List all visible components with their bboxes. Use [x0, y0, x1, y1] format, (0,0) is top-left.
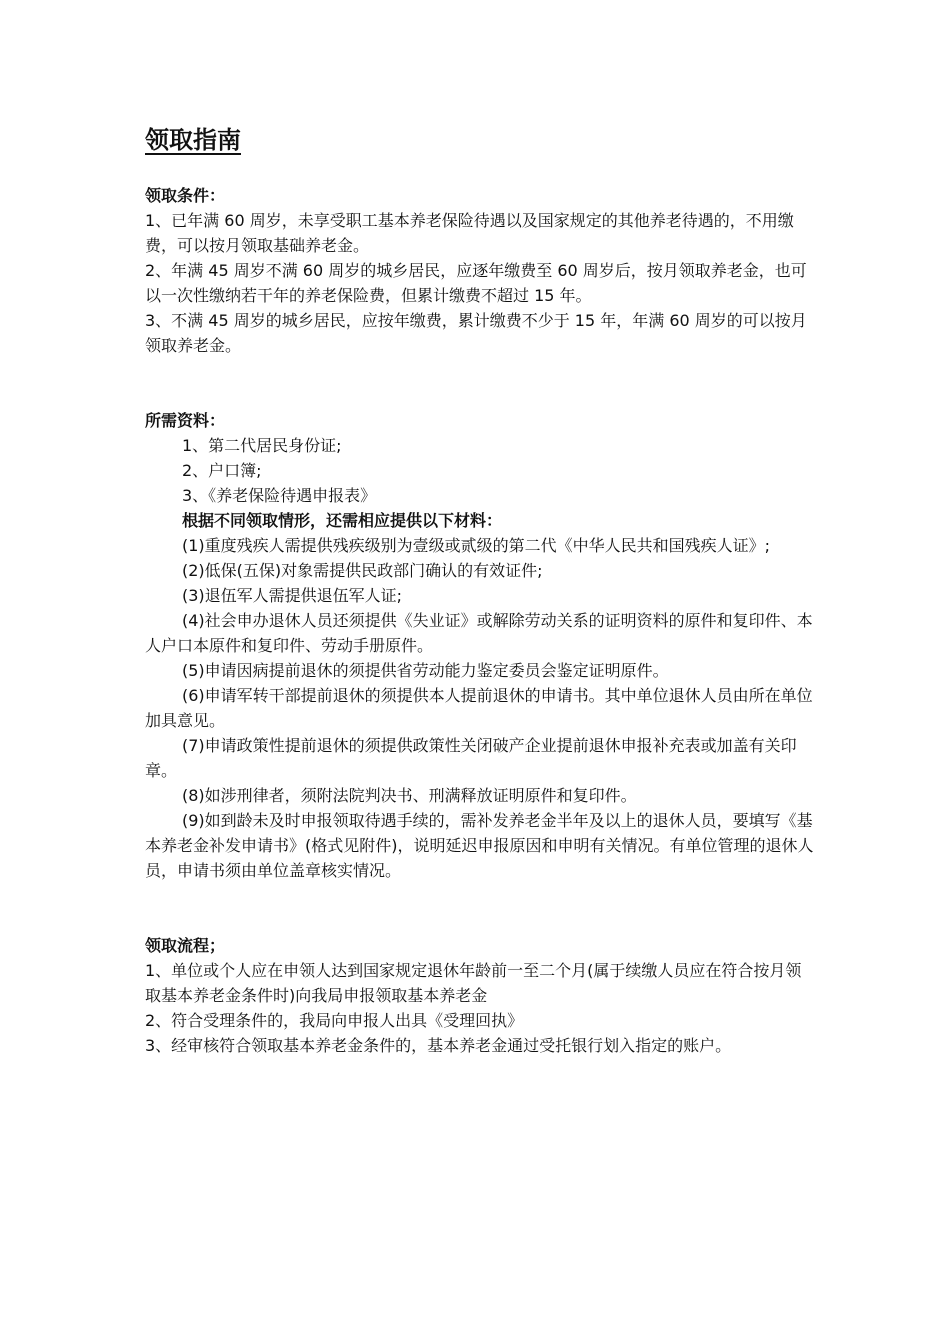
extra-material-item: (2)低保(五保)对象需提供民政部门确认的有效证件;	[182, 561, 543, 580]
materials-basic-list	[145, 433, 815, 533]
condition-item: 3、不满 45 周岁的城乡居民，应按年缴费，累计缴费不少于 15 年，年满 60 周岁的可以按月领取养老金。	[145, 311, 807, 355]
extra-material-item: (3)退伍军人需提供退伍军人证;	[182, 586, 403, 605]
document-page	[145, 120, 815, 1058]
document-title: 领取指南	[145, 126, 241, 154]
extra-material-item: (6)申请军转干部提前退休的须提供本人提前退休的申请书。其中单位退休人员由所在单位加具意见。	[145, 686, 813, 730]
material-item: 3、《养老保险待遇申报表》	[182, 486, 377, 505]
condition-item: 2、年满 45 周岁不满 60 周岁的城乡居民，应逐年缴费至 60 周岁后，按月领取养老金，也可以一次性缴纳若干年的养老保险费，但累计缴费不超过 15 年。	[145, 261, 807, 305]
extra-material-item: (4)社会申办退休人员还须提供《失业证》或解除劳动关系的证明资料的原件和复印件、本人户口本原件和复印件、劳动手册原件。	[145, 611, 813, 655]
material-item: 2、户口簿;	[182, 461, 262, 480]
process-item: 1、单位或个人应在申领人达到国家规定退休年龄前一至二个月(属于续缴人员应在符合按月领取基本养老金条件时)向我局申报领取基本养老金	[145, 961, 802, 1005]
process-heading: 领取流程；	[145, 936, 226, 955]
extra-material-item: (9)如到龄未及时申报领取待遇手续的，需补发养老金半年及以上的退休人员，要填写《基本养老金补发申请书》(格式见附件)，说明延迟申报原因和申明有关情况。有单位管理的退休人员，申请书须由单位盖章核实情况。	[145, 811, 814, 880]
condition-item: 1、已年满 60 周岁，未享受职工基本养老保险待遇以及国家规定的其他养老待遇的，不用缴费，可以按月领取基础养老金。	[145, 211, 794, 255]
materials-subheading: 根据不同领取情形，还需相应提供以下材料：	[182, 511, 503, 530]
process-item: 3、经审核符合领取基本养老金条件的，基本养老金通过受托银行划入指定的账户。	[145, 1036, 732, 1055]
materials-section	[145, 408, 815, 883]
extra-material-item: (1)重度残疾人需提供残疾级别为壹级或贰级的第二代《中华人民共和国残疾人证》;	[182, 536, 771, 555]
material-item: 1、第二代居民身份证;	[182, 436, 342, 455]
extra-material-item: (5)申请因病提前退休的须提供省劳动能力鉴定委员会鉴定证明原件。	[182, 661, 669, 680]
process-item: 2、符合受理条件的，我局向申报人出具《受理回执》	[145, 1011, 524, 1030]
process-section	[145, 933, 815, 1058]
conditions-heading: 领取条件：	[145, 186, 226, 205]
conditions-section	[145, 183, 815, 358]
extra-material-item: (8)如涉刑律者，须附法院判决书、刑满释放证明原件和复印件。	[182, 786, 637, 805]
materials-heading: 所需资料：	[145, 411, 226, 430]
extra-material-item: (7)申请政策性提前退休的须提供政策性关闭破产企业提前退休申报补充表或加盖有关印章。	[145, 736, 797, 780]
